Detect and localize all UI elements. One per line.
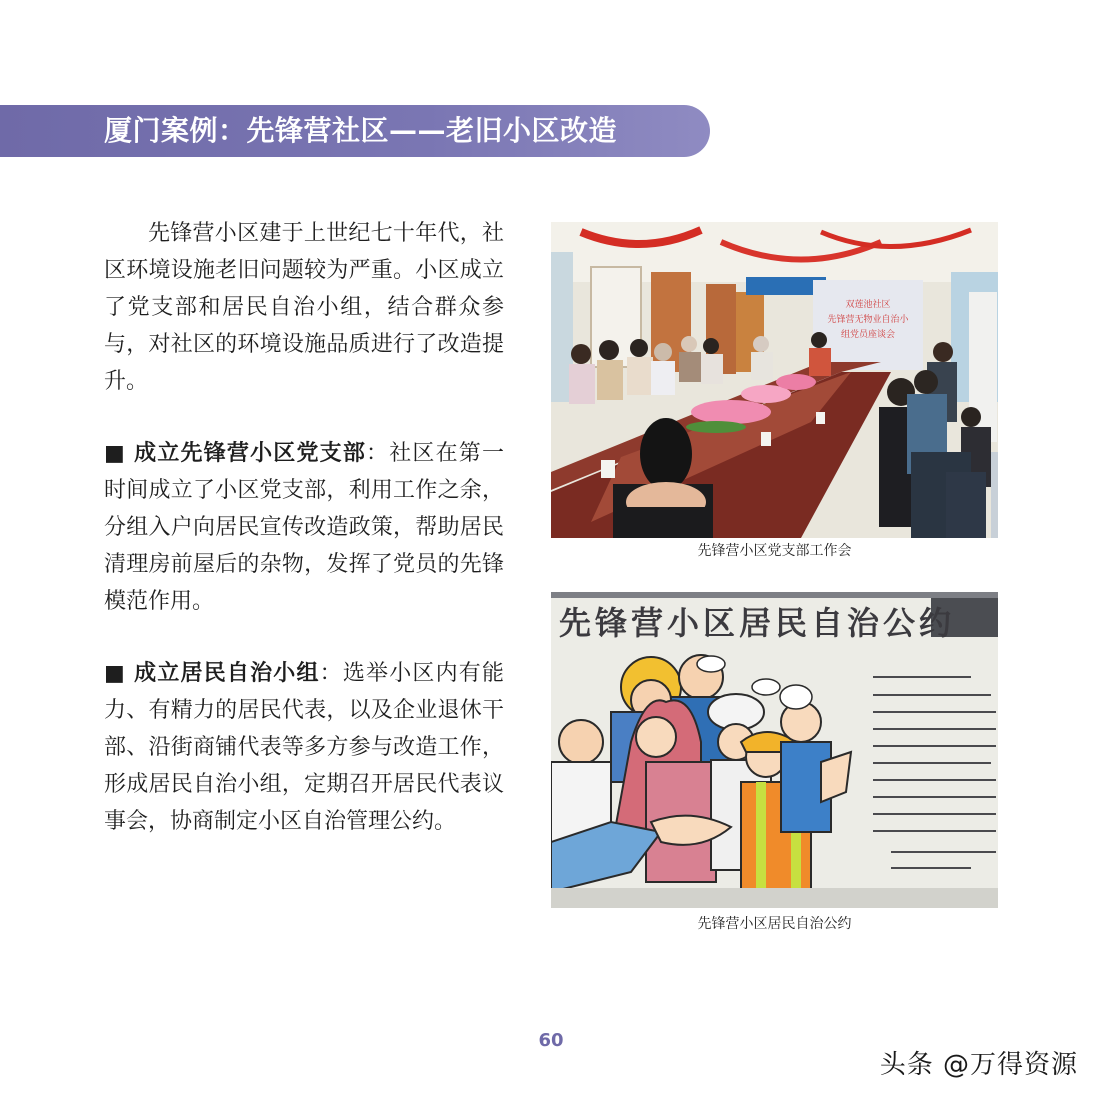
section-self-governance <box>104 655 504 840</box>
section-body: ：社区在第一时间成立了小区党支部，利用工作之余，分组入户向居民宣传改造政策，帮助居民清理房前屋后的杂物，发挥了党员的先锋模范作用。 <box>104 441 504 614</box>
intro-paragraph: 先锋营小区建于上世纪七十年代，社区环境设施老旧问题较为严重。小区成立了党支部和居民自治小组，结合群众参与，对社区的环境设施品质进行了改造提升。 <box>104 221 504 394</box>
charter-poster-photo <box>551 592 998 908</box>
meeting-photo <box>551 222 998 538</box>
screen-text: 双莲池社区 <box>845 300 891 310</box>
photo-caption: 先锋营小区居民自治公约 <box>697 916 852 932</box>
section-party-branch <box>104 435 504 620</box>
bullet-square-icon: ■ <box>104 441 126 466</box>
body-text <box>104 215 504 840</box>
photo-caption: 先锋营小区党支部工作会 <box>697 543 852 559</box>
screen-text: 组党员座谈会 <box>840 330 896 340</box>
section-body: ：选举小区内有能力、有精力的居民代表，以及企业退休干部、沿街商铺代表等多方参与改造工作，形成居民自治小组，定期召开居民代表议事会，协商制定小区自治管理公约。 <box>104 661 504 834</box>
bullet-square-icon: ■ <box>104 661 126 686</box>
section-title: 成立居民自治小组 <box>134 661 320 686</box>
section-title: 成立先锋营小区党支部 <box>134 441 367 466</box>
poster-title: 先锋营小区居民自治公约 <box>559 604 956 642</box>
page-number: 60 <box>538 1030 564 1051</box>
watermark: 头条 @万得资源 <box>879 1050 1078 1080</box>
screen-text: 先锋营无物业自治小 <box>827 315 909 325</box>
page-title: 厦门案例：先锋营社区——老旧小区改造 <box>104 114 618 147</box>
title-banner <box>0 105 710 157</box>
